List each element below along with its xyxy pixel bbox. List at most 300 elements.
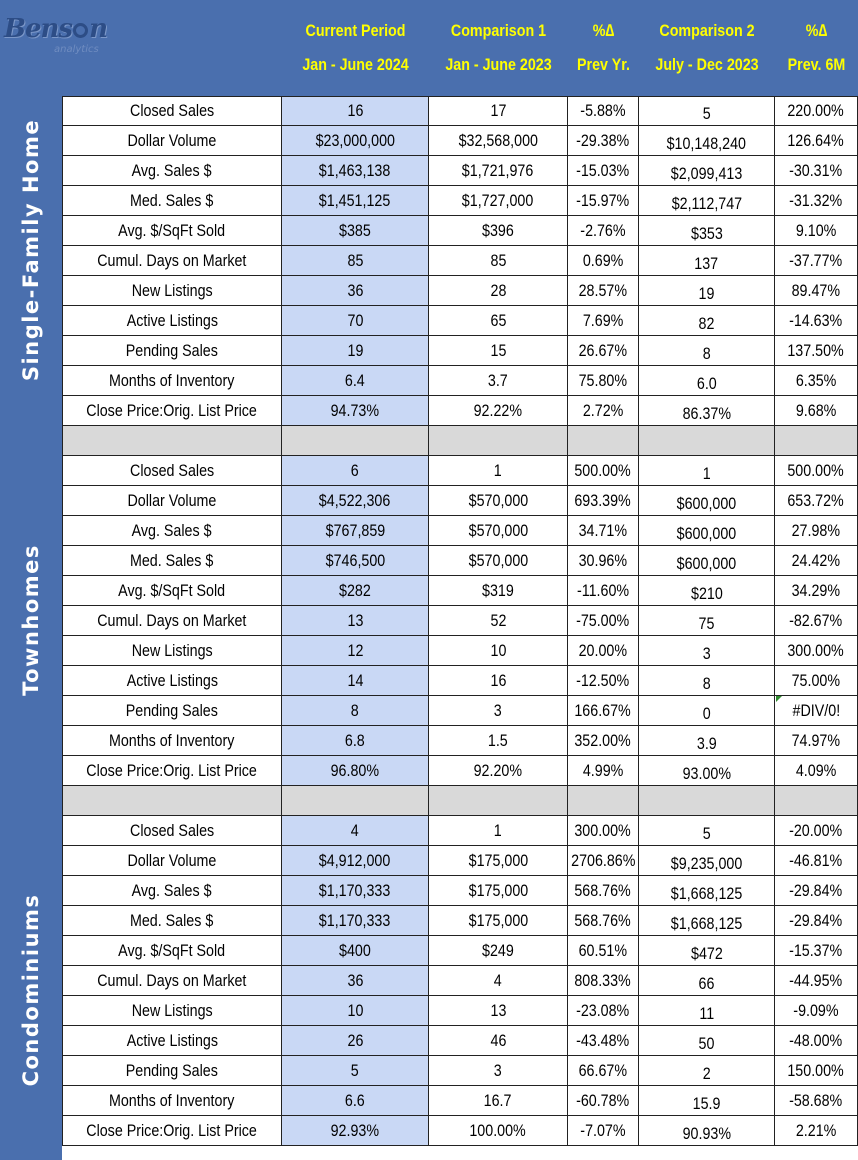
current-period-value: 6.6 <box>345 1090 365 1110</box>
pct-change-prev-yr-cell <box>568 336 639 366</box>
current-period-value-cell <box>282 1116 429 1146</box>
metric-label: Avg. Sales $ <box>132 880 212 900</box>
comparison-1-value: $570,000 <box>468 490 528 510</box>
current-period-value-cell <box>282 606 429 636</box>
header-comparison-2-title: Comparison 2 <box>659 21 755 40</box>
metric-label-cell <box>62 306 282 336</box>
pct-change-prev-yr-cell <box>568 966 639 996</box>
comparison-2-value-cell <box>639 336 775 366</box>
pct-change-prev-6m-cell <box>775 966 858 996</box>
table-row <box>62 876 858 906</box>
pct-change-prev-6m: 300.00% <box>787 640 845 660</box>
current-period-value-cell <box>282 336 429 366</box>
comparison-1-value-cell <box>429 666 568 696</box>
pct-change-prev-yr: 28.57% <box>578 280 628 300</box>
comparison-2-value-cell <box>639 306 775 336</box>
comparison-1-value-cell <box>429 1086 568 1116</box>
comparison-2-value-cell <box>639 726 775 756</box>
metric-label-cell <box>62 96 282 126</box>
comparison-1-value-cell <box>429 756 568 786</box>
current-period-value: 12 <box>347 640 363 660</box>
comparison-2-value: 8 <box>702 343 711 363</box>
pct-change-prev-6m-cell <box>775 246 858 276</box>
comparison-2-value: 11 <box>699 1003 714 1023</box>
pct-change-prev-yr: 30.96% <box>578 550 628 570</box>
pct-change-prev-yr-cell <box>568 606 639 636</box>
spacer-cell <box>568 786 639 816</box>
comparison-2-value: $472 <box>690 943 723 963</box>
pct-change-prev-6m: -30.31% <box>789 160 843 180</box>
metric-label-cell <box>62 726 282 756</box>
metric-label-cell <box>62 336 282 366</box>
comparison-2-value-cell <box>639 186 775 216</box>
comparison-2-value-cell <box>639 456 775 486</box>
comparison-2-value-cell <box>639 606 775 636</box>
pct-change-prev-6m-cell <box>775 906 858 936</box>
metric-label: New Listings <box>131 280 213 300</box>
comparison-2-value: $2,112,747 <box>671 193 742 213</box>
comparison-2-value: $10,148,240 <box>666 133 747 153</box>
pct-change-prev-yr-cell <box>568 846 639 876</box>
pct-change-prev-yr-cell <box>568 216 639 246</box>
pct-change-prev-6m: 74.97% <box>791 730 841 750</box>
pct-change-prev-6m-cell <box>775 306 858 336</box>
current-period-value: $282 <box>339 580 371 600</box>
comparison-1-value-cell <box>429 696 568 726</box>
comparison-2-value-cell <box>639 1056 775 1086</box>
current-period-value: $1,451,125 <box>319 190 391 210</box>
table-row <box>62 1056 858 1086</box>
comparison-1-value: 16.7 <box>484 1090 512 1110</box>
benson-analytics-logo <box>4 14 116 74</box>
pct-change-prev-6m: 150.00% <box>787 1060 845 1080</box>
metric-label-cell <box>62 906 282 936</box>
metric-label: Avg. $/SqFt Sold <box>118 940 226 960</box>
comparison-1-value-cell <box>429 126 568 156</box>
comparison-1-value: $1,727,000 <box>462 190 534 210</box>
table-row <box>62 606 858 636</box>
comparison-2-value-cell <box>639 486 775 516</box>
comparison-1-value-cell <box>429 306 568 336</box>
metric-label: Closed Sales <box>129 101 215 120</box>
metric-label: Closed Sales <box>129 460 215 480</box>
comparison-2-value: 90.93% <box>682 1123 731 1143</box>
spacer-cell <box>282 786 429 816</box>
table-row <box>62 696 858 726</box>
comparison-1-value: 3 <box>494 1060 502 1080</box>
metric-label: Pending Sales <box>125 700 219 720</box>
current-period-value-cell <box>282 516 429 546</box>
current-period-value: 6.4 <box>345 370 365 390</box>
current-period-value-cell <box>282 246 429 276</box>
comparison-2-value-cell <box>639 996 775 1026</box>
comparison-2-value: 0 <box>702 703 711 723</box>
metric-label: Avg. Sales $ <box>132 160 212 180</box>
current-period-value-cell <box>282 306 429 336</box>
table-row <box>62 126 858 156</box>
comparison-1-value-cell <box>429 486 568 516</box>
pct-change-prev-yr: -43.48% <box>576 1030 630 1050</box>
comparison-1-value-cell <box>429 546 568 576</box>
pct-change-prev-yr: 26.67% <box>578 340 628 360</box>
pct-change-prev-6m: 34.29% <box>791 580 841 600</box>
metric-label-cell <box>62 276 282 306</box>
pct-change-prev-yr-cell <box>568 186 639 216</box>
pct-change-prev-6m-cell <box>775 996 858 1026</box>
comparison-2-value: $9,235,000 <box>670 853 743 873</box>
pct-change-prev-yr: 300.00% <box>574 820 632 840</box>
metric-label: Months of Inventory <box>109 1090 235 1110</box>
comparison-2-value-cell <box>639 936 775 966</box>
metric-label: Avg. $/SqFt Sold <box>118 220 226 240</box>
pct-change-prev-6m: 126.64% <box>787 130 845 150</box>
table-row <box>62 966 858 996</box>
pct-change-prev-yr: -11.60% <box>576 580 630 600</box>
spacer-cell <box>62 786 282 816</box>
current-period-value: $4,912,000 <box>319 850 391 870</box>
table-row <box>62 636 858 666</box>
pct-change-prev-6m-cell <box>775 636 858 666</box>
metric-label: Dollar Volume <box>127 490 217 510</box>
current-period-value: 13 <box>347 610 363 630</box>
pct-change-prev-yr-cell <box>568 246 639 276</box>
current-period-value: 8 <box>351 700 359 720</box>
current-period-value-cell <box>282 666 429 696</box>
current-period-value-cell <box>282 366 429 396</box>
comparison-2-value: 3.9 <box>696 733 717 753</box>
comparison-2-value-cell <box>639 96 775 126</box>
metric-label: Close Price:Orig. List Price <box>86 1120 258 1140</box>
metric-label: New Listings <box>131 640 213 660</box>
comparison-1-value: 46 <box>490 1030 506 1050</box>
pct-change-prev-yr: 34.71% <box>578 520 628 540</box>
pct-change-prev-6m-cell <box>775 816 858 846</box>
comparison-2-value-cell <box>639 276 775 306</box>
comparison-1-value-cell <box>429 456 568 486</box>
table-row <box>62 846 858 876</box>
comparison-2-value-cell <box>639 216 775 246</box>
comparison-1-value-cell <box>429 816 568 846</box>
current-period-value: 10 <box>347 1000 363 1020</box>
pct-change-prev-yr: 2706.86% <box>570 850 636 870</box>
comparison-2-value-cell <box>639 396 775 426</box>
pct-change-prev-6m: -15.37% <box>789 940 843 960</box>
pct-change-prev-yr: -15.03% <box>576 160 630 180</box>
pct-change-prev-6m-cell <box>775 516 858 546</box>
pct-change-prev-yr: -15.97% <box>576 190 630 210</box>
pct-change-prev-yr-cell <box>568 906 639 936</box>
comparison-1-value: 3 <box>494 700 502 720</box>
current-period-value-cell <box>282 186 429 216</box>
comparison-1-value: 52 <box>490 610 506 630</box>
pct-change-prev-6m: -82.67% <box>789 610 843 630</box>
metric-label-cell <box>62 606 282 636</box>
current-period-value: 92.93% <box>330 1120 380 1140</box>
current-period-value: 85 <box>347 250 363 270</box>
pct-change-prev-yr-cell <box>568 546 639 576</box>
pct-change-prev-yr: 693.39% <box>574 490 632 510</box>
pct-change-prev-6m-cell <box>775 876 858 906</box>
pct-change-prev-6m: -46.81% <box>789 850 843 870</box>
section-label-townhomes-text: Townhomes <box>19 544 43 696</box>
metric-label-cell <box>62 846 282 876</box>
current-period-value: 70 <box>347 310 363 330</box>
comparison-2-value-cell <box>639 156 775 186</box>
metric-label-cell <box>62 816 282 846</box>
comparison-2-value-cell <box>639 696 775 726</box>
metric-label: Closed Sales <box>129 820 215 840</box>
comparison-1-value-cell <box>429 96 568 126</box>
stats-table <box>62 96 858 1160</box>
current-period-value: 6 <box>351 460 359 480</box>
table-row <box>62 816 858 846</box>
logo-wordmark <box>4 14 116 44</box>
current-period-value: $385 <box>339 220 371 240</box>
table-row <box>62 666 858 696</box>
pct-change-prev-yr-cell <box>568 1086 639 1116</box>
pct-change-prev-yr-cell <box>568 156 639 186</box>
metric-label-cell <box>62 936 282 966</box>
comparison-1-value: $175,000 <box>468 910 528 930</box>
current-period-value: 16 <box>347 101 363 120</box>
metric-label: Dollar Volume <box>127 850 217 870</box>
pct-change-prev-yr: 66.67% <box>578 1060 628 1080</box>
comparison-1-value-cell <box>429 186 568 216</box>
metric-label-cell <box>62 246 282 276</box>
pct-change-prev-6m: -31.32% <box>789 190 843 210</box>
header-comparison-1-range: Jan - June 2023 <box>445 55 552 74</box>
pct-change-prev-yr: 4.99% <box>582 760 624 780</box>
metric-label-cell <box>62 1026 282 1056</box>
comparison-2-value: $600,000 <box>676 493 737 513</box>
pct-change-prev-6m-cell <box>775 396 858 426</box>
metric-label: Months of Inventory <box>109 370 235 390</box>
table-row <box>62 96 858 126</box>
current-period-value: $1,170,333 <box>319 880 391 900</box>
current-period-value-cell <box>282 846 429 876</box>
metric-label-cell <box>62 756 282 786</box>
current-period-value-cell <box>282 816 429 846</box>
table-row <box>62 336 858 366</box>
comparison-2-value-cell <box>639 126 775 156</box>
pct-change-prev-6m-cell <box>775 366 858 396</box>
table-row <box>62 246 858 276</box>
pct-change-prev-yr-cell <box>568 306 639 336</box>
pct-change-prev-6m-cell <box>775 486 858 516</box>
comparison-2-value-cell <box>639 846 775 876</box>
comparison-2-value-cell <box>639 966 775 996</box>
pct-change-prev-yr: 60.51% <box>578 940 628 960</box>
comparison-1-value: 100.00% <box>469 1120 527 1140</box>
current-period-value: 14 <box>347 670 363 690</box>
pct-change-prev-yr-cell <box>568 1116 639 1146</box>
pct-change-prev-yr: 500.00% <box>574 460 632 480</box>
comparison-1-value: 3.7 <box>488 370 508 390</box>
metric-label: Med. Sales $ <box>130 190 214 210</box>
header-comparison-2 <box>650 14 764 84</box>
pct-change-prev-6m: -37.77% <box>789 250 843 270</box>
comparison-1-value-cell <box>429 966 568 996</box>
pct-change-prev-yr-cell <box>568 366 639 396</box>
comparison-1-value-cell <box>429 366 568 396</box>
comparison-2-value-cell <box>639 816 775 846</box>
current-period-value: 5 <box>351 1060 359 1080</box>
current-period-value: $1,170,333 <box>319 910 391 930</box>
header-comparison-2-range: July - Dec 2023 <box>655 55 759 74</box>
comparison-2-value: 66 <box>698 973 715 993</box>
comparison-1-value: $175,000 <box>468 850 528 870</box>
comparison-2-value-cell <box>639 636 775 666</box>
table-row <box>62 726 858 756</box>
metric-label: Close Price:Orig. List Price <box>86 400 258 420</box>
pct-change-prev-6m-cell <box>775 696 858 726</box>
comparison-1-value-cell <box>429 246 568 276</box>
table-row <box>62 996 858 1026</box>
comparison-1-value: 65 <box>490 310 506 330</box>
pct-change-prev-6m: 9.10% <box>795 220 837 240</box>
comparison-1-value: 4 <box>494 970 502 990</box>
comparison-1-value: 1 <box>494 820 502 840</box>
comparison-2-value-cell <box>639 906 775 936</box>
pct-change-prev-yr-cell <box>568 96 639 126</box>
pct-change-prev-yr-cell <box>568 756 639 786</box>
metric-label-cell <box>62 666 282 696</box>
current-period-value: $23,000,000 <box>315 130 395 150</box>
pct-change-prev-yr: 0.69% <box>582 250 624 270</box>
current-period-value-cell <box>282 1056 429 1086</box>
pct-change-prev-yr: 20.00% <box>578 640 628 660</box>
pct-change-prev-6m: 4.09% <box>795 760 837 780</box>
pct-change-prev-yr-cell <box>568 876 639 906</box>
header-pct-change-prev-yr <box>574 14 634 84</box>
current-period-value: 26 <box>347 1030 363 1050</box>
comparison-2-value: 5 <box>702 823 711 843</box>
pct-change-prev-yr-cell <box>568 816 639 846</box>
current-period-value-cell <box>282 546 429 576</box>
metric-label-cell <box>62 366 282 396</box>
comparison-2-value: 1 <box>702 463 711 483</box>
spacer-cell <box>775 426 858 456</box>
metric-label-cell <box>62 576 282 606</box>
pct-change-prev-6m-cell <box>775 1056 858 1086</box>
pct-change-prev-6m-cell <box>775 546 858 576</box>
comparison-1-value-cell <box>429 636 568 666</box>
metric-label-cell <box>62 156 282 186</box>
comparison-1-value-cell <box>429 726 568 756</box>
pct-change-prev-yr: -5.88% <box>580 101 626 120</box>
current-period-value: $400 <box>339 940 371 960</box>
pct-change-prev-yr-cell <box>568 726 639 756</box>
table-row <box>62 486 858 516</box>
logo-o-ring-icon <box>73 23 88 38</box>
current-period-value-cell <box>282 456 429 486</box>
comparison-2-value-cell <box>639 666 775 696</box>
comparison-1-value: $570,000 <box>468 550 528 570</box>
current-period-value-cell <box>282 636 429 666</box>
comparison-1-value: $1,721,976 <box>462 160 534 180</box>
error-indicator-icon <box>776 696 782 702</box>
comparison-1-value-cell <box>429 156 568 186</box>
pct-change-prev-6m-cell <box>775 576 858 606</box>
spacer-cell <box>639 426 775 456</box>
metric-label-cell <box>62 1056 282 1086</box>
pct-change-prev-yr-cell <box>568 276 639 306</box>
spacer-cell <box>282 426 429 456</box>
spacer-cell <box>62 426 282 456</box>
current-period-value-cell <box>282 1026 429 1056</box>
pct-change-prev-6m: 9.68% <box>795 400 837 420</box>
current-period-value: 36 <box>347 280 363 300</box>
comparison-1-value-cell <box>429 276 568 306</box>
comparison-1-value: 1.5 <box>488 730 508 750</box>
pct-change-prev-yr: -60.78% <box>576 1090 630 1110</box>
metric-label: Dollar Volume <box>127 130 217 150</box>
section-label-single-family-text: Single-Family Home <box>19 118 43 382</box>
comparison-2-value: $2,099,413 <box>670 163 743 183</box>
pct-change-prev-6m: 500.00% <box>787 460 845 480</box>
metric-label: Active Listings <box>126 670 218 690</box>
comparison-1-value: $396 <box>482 220 514 240</box>
current-period-value-cell <box>282 756 429 786</box>
metric-label: Pending Sales <box>125 340 219 360</box>
pct-change-prev-6m: -14.63% <box>789 310 843 330</box>
current-period-value-cell <box>282 576 429 606</box>
comparison-2-value: 93.00% <box>682 763 731 783</box>
current-period-value-cell <box>282 876 429 906</box>
table-row <box>62 1086 858 1116</box>
comparison-2-value: 8 <box>702 673 711 693</box>
pct-change-prev-6m: -9.09% <box>793 1000 839 1020</box>
comparison-1-value-cell <box>429 876 568 906</box>
metric-label-cell <box>62 1116 282 1146</box>
metric-label-cell <box>62 216 282 246</box>
header-pct-change-title: %∆ <box>592 21 615 40</box>
table-row <box>62 306 858 336</box>
header-prev-6m-label: Prev. 6M <box>787 55 846 74</box>
comparison-2-value: 82 <box>698 313 715 333</box>
section-spacer-row <box>62 786 858 816</box>
pct-change-prev-6m-cell <box>775 126 858 156</box>
comparison-2-value-cell <box>639 1086 775 1116</box>
comparison-1-value: 28 <box>490 280 506 300</box>
metric-label: Avg. Sales $ <box>132 520 212 540</box>
current-period-value-cell <box>282 216 429 246</box>
comparison-1-value: 92.22% <box>473 400 523 420</box>
pct-change-prev-6m-cell <box>775 276 858 306</box>
comparison-1-value: $319 <box>482 580 514 600</box>
table-row <box>62 156 858 186</box>
header-current-period-range: Jan - June 2024 <box>302 55 409 74</box>
metric-label-cell <box>62 396 282 426</box>
pct-change-prev-6m-cell <box>775 156 858 186</box>
current-period-value: 4 <box>351 820 359 840</box>
pct-change-prev-yr: -23.08% <box>576 1000 630 1020</box>
table-row <box>62 396 858 426</box>
comparison-2-value: 5 <box>702 104 711 123</box>
comparison-1-value: 10 <box>490 640 506 660</box>
pct-change-prev-yr-cell <box>568 696 639 726</box>
comparison-1-value-cell <box>429 1116 568 1146</box>
pct-change-prev-yr: 808.33% <box>574 970 632 990</box>
pct-change-prev-yr: 166.67% <box>574 700 632 720</box>
pct-change-prev-6m-cell <box>775 1026 858 1056</box>
current-period-value-cell <box>282 126 429 156</box>
metric-label-cell <box>62 186 282 216</box>
current-period-value: 36 <box>347 970 363 990</box>
current-period-value-cell <box>282 966 429 996</box>
metric-label: Med. Sales $ <box>130 910 214 930</box>
pct-change-prev-yr-cell <box>568 126 639 156</box>
